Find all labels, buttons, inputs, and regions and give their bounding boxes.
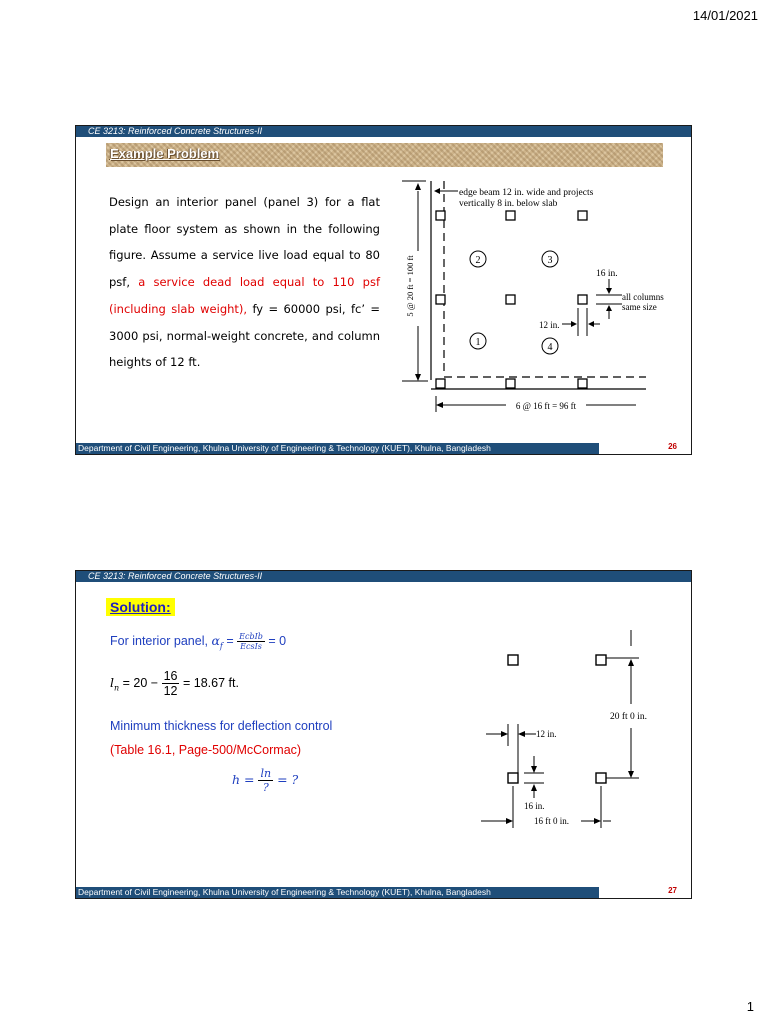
ln-frac-den: 12	[163, 684, 178, 698]
slide-header: CE 3213: Reinforced Concrete Structures-II	[76, 571, 691, 582]
slide-number: 27	[668, 886, 677, 895]
frac-denominator: EcsIs	[240, 642, 262, 651]
title-banner	[106, 143, 663, 167]
problem-statement	[109, 189, 380, 376]
ln-sub: n	[114, 683, 120, 693]
dim-20ft: 20 ft 0 in.	[610, 712, 647, 722]
horizontal-dimension: 6 @ 16 ft = 96 ft	[515, 401, 577, 411]
column	[436, 295, 445, 304]
slide-footer: Department of Civil Engineering, Khulna University of Engineering & Technology (KUET), Khulna, Bangladesh	[76, 443, 599, 454]
vertical-dimension: 5 @ 20 ft = 100 ft	[405, 255, 415, 317]
panel-label: 4	[547, 342, 553, 353]
h-fraction	[258, 767, 273, 794]
edge-beam-label-1: edge beam 12 in. wide and projects	[459, 188, 594, 198]
edge-beam-label-2: vertically 8 in. below slab	[459, 199, 558, 209]
col-dim-16: 16 in.	[596, 269, 618, 279]
slide-title: Example Problem	[110, 146, 220, 161]
min-thickness-text: Minimum thickness for deflection control	[110, 719, 333, 733]
page-date: 14/01/2021	[692, 8, 758, 23]
column	[596, 773, 606, 783]
h-frac-den: ?	[262, 781, 269, 794]
stiffness-ratio	[237, 632, 265, 651]
problem-text-part1: Design an interior panel (panel 3) for a flat plate floor system as shown in the following figure. Assume a service live load equal to 80 psf,	[109, 195, 380, 290]
floor-plan-figure	[396, 176, 664, 416]
column	[508, 655, 518, 665]
panel-label: 1	[475, 337, 481, 348]
problem-text-red: a service dead load equal to 110 psf (including slab weight),	[109, 275, 380, 316]
alpha-result: = 0	[268, 633, 287, 648]
all-columns-label-2: same size	[622, 302, 657, 312]
slide-26	[75, 125, 692, 455]
ln-lhs: l	[110, 674, 114, 690]
column	[436, 379, 445, 388]
ln-fraction	[162, 669, 180, 698]
alpha-equation: For interior panel, $\alpha_f$ = $\frac{\text{EcbIb}}{\text{EcsIs}}$ = 0	[110, 632, 287, 651]
dim-16ft: 16 ft 0 in.	[534, 816, 569, 826]
table-reference: (Table 16.1, Page-500/McCormac)	[110, 743, 302, 757]
problem-text-part2: fy = 60000 psi, fc’ = 3000 psi, normal-weight concrete, and column heights of 12 ft.	[109, 301, 380, 370]
dim-16in: 16 in.	[524, 801, 545, 811]
column	[506, 211, 515, 220]
panel-dimension-figure	[476, 626, 666, 836]
slide-header: CE 3213: Reinforced Concrete Structures-II	[76, 126, 691, 137]
col-dim-12: 12 in.	[539, 320, 560, 330]
ln-eq: = 20 −	[122, 675, 159, 690]
h-result: = ?	[277, 772, 299, 787]
column	[578, 379, 587, 388]
ln-equation	[110, 669, 239, 698]
dim-12in: 12 in.	[536, 729, 557, 739]
ln-frac-num: 16	[163, 669, 178, 683]
column	[596, 655, 606, 665]
all-columns-label-1: all columns	[622, 292, 664, 302]
solution-title: Solution:	[106, 598, 175, 616]
alpha-sub: f	[219, 641, 223, 651]
page-number: 1	[746, 999, 754, 1014]
column	[578, 295, 587, 304]
column	[436, 211, 445, 220]
h-frac-num: ln	[260, 767, 272, 780]
alpha-symbol: α	[211, 632, 220, 648]
column	[506, 295, 515, 304]
ln-result: = 18.67 ft.	[182, 675, 239, 690]
slide-footer: Department of Civil Engineering, Khulna University of Engineering & Technology (KUET), Khulna, Bangladesh	[76, 887, 599, 898]
h-lhs: h =	[232, 772, 255, 787]
column	[578, 211, 587, 220]
column	[506, 379, 515, 388]
slide-number: 26	[668, 442, 677, 451]
h-equation	[232, 767, 298, 794]
panel-label: 2	[475, 255, 481, 266]
frac-numerator: EcbIb	[239, 632, 263, 641]
column	[508, 773, 518, 783]
alpha-prefix: For interior panel,	[110, 633, 208, 648]
panel-label: 3	[547, 255, 553, 266]
slide-27	[75, 570, 692, 899]
